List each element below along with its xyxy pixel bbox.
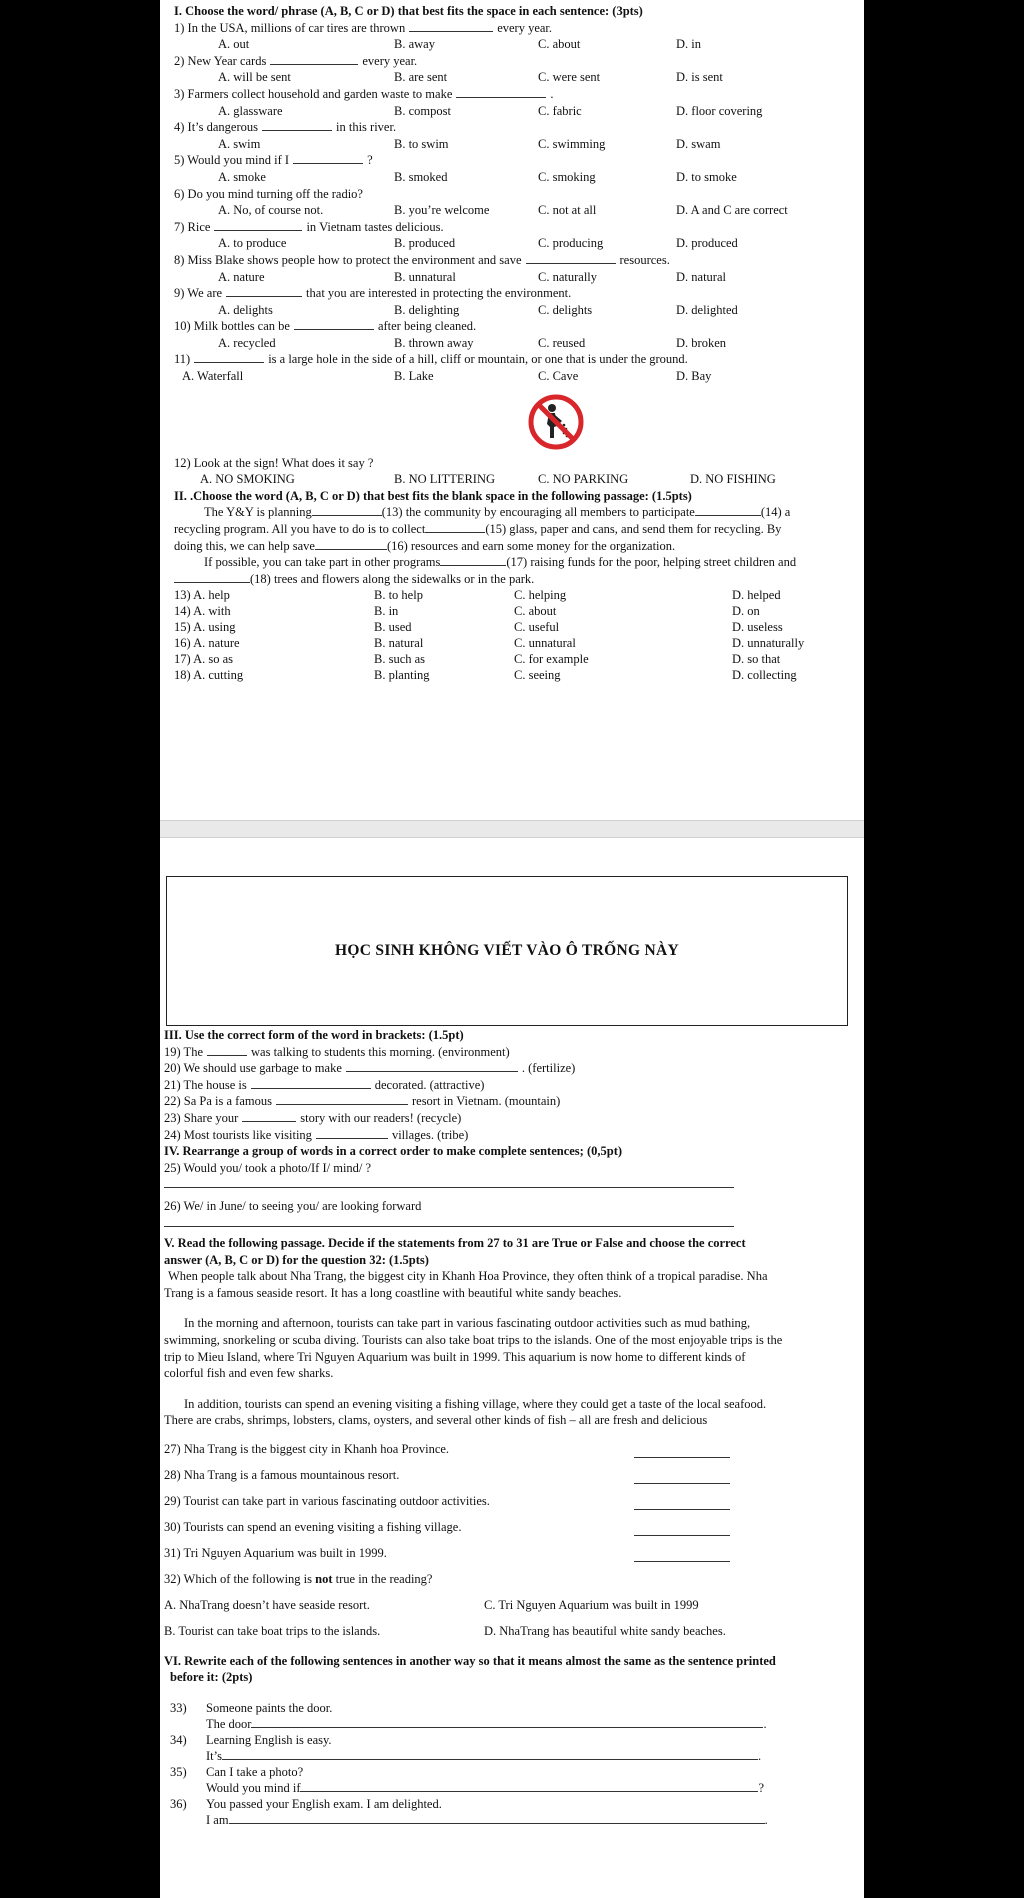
answer-blank[interactable]	[242, 1112, 296, 1122]
statement-31: 31) Tri Nguyen Aquarium was built in 1999.	[164, 1546, 854, 1572]
question-6: 6) Do you mind turning off the radio?	[174, 186, 363, 201]
no-writing-box	[166, 876, 848, 1026]
question-3-options	[174, 104, 858, 121]
option-a: A. smoke	[218, 169, 266, 184]
option-d: D. delighted	[676, 302, 738, 317]
section6-heading-1: VI. Rewrite each of the following sentences in another way so that it means almost the same as the sentence printed	[164, 1653, 776, 1668]
passage-option-row	[174, 620, 858, 636]
option-d: D. broken	[676, 335, 726, 350]
option-c: C. for example	[514, 652, 589, 667]
option-a: A. delights	[218, 302, 273, 317]
option-d: D. floor covering	[676, 103, 763, 118]
answer-blank[interactable]	[214, 221, 302, 231]
rewrite-items	[164, 1701, 854, 1829]
question-12-options: A. NO SMOKING B. NO LITTERING C. NO PARKING D. NO FISHING	[200, 472, 776, 487]
option-d: D. is sent	[676, 70, 723, 85]
option-b: B. delighting	[394, 302, 460, 317]
option-b: B. natural	[374, 636, 424, 651]
option-d: D. useless	[732, 620, 783, 635]
passage-para2-line1: In the morning and afternoon, tourists can take part in various fascinating outdoor activities such as mud bathing,	[184, 1316, 751, 1331]
passage-para2-line3: trip to Mieu Island, where Tri Nguyen Aquarium was built in 1999. This aquarium is now home to different kinds of	[164, 1349, 746, 1364]
option-c: C. about	[514, 604, 557, 619]
question-4: 4) It’s dangerous in this river.	[174, 120, 397, 135]
answer-blank[interactable]	[294, 320, 374, 330]
section1-questions	[174, 21, 858, 386]
question-2-options	[174, 70, 858, 87]
option-a: A. out	[218, 37, 250, 52]
question-32-options-ab: A. NhaTrang doesn’t have seaside resort. C. Tri Nguyen Aquarium was built in 1999	[164, 1597, 699, 1612]
answer-blank[interactable]	[270, 55, 358, 65]
option-a: A. to produce	[218, 236, 287, 251]
section3-items	[164, 1045, 854, 1145]
option-b: B. unnatural	[394, 269, 456, 284]
section3-heading: III. Use the correct form of the word in brackets: (1.5pt)	[164, 1028, 464, 1042]
rewrite-answer-line: I am .	[206, 1813, 768, 1828]
word-form-item: 21) The house is decorated. (attractive)	[164, 1077, 485, 1092]
option-b: B. used	[374, 620, 412, 635]
option-c: C. useful	[514, 620, 560, 635]
passage-option-row	[174, 588, 858, 604]
option-b: B. to help	[374, 588, 423, 603]
passage-option-row	[174, 652, 858, 668]
rewrite-answer-line: The door .	[206, 1717, 767, 1732]
exam-sheet-bottom	[164, 1028, 854, 1829]
question-11: 11) is a large hole in the side of a hill, cliff or mountain, or one that is under the ground.	[174, 352, 688, 367]
section2-passage: The Y&Y is planning (13) the community by encouraging all members to participate (14) a recycling program. All you have to do is to collect (15) glass, paper and cans, and send them for recycling. By doing this, we can help save (16) resources and earn some money for the organization. If possible, you can take part in other programs (17) raising funds for the poor, helping street children and (18) trees and flowers along the sidewalks or in the park.	[174, 505, 797, 586]
option-b: B. thrown away	[394, 335, 474, 350]
rewrite-answer-line: Would you mind if ?	[206, 1781, 765, 1796]
option-a: A. Waterfall	[182, 369, 244, 384]
option-d: D. A and C are correct	[676, 203, 788, 218]
answer-blank[interactable]	[456, 88, 546, 98]
answer-blank[interactable]	[276, 1095, 408, 1105]
question-1-options	[174, 37, 858, 54]
option-c: C. about	[538, 37, 581, 52]
option-d: D. to smoke	[676, 169, 737, 184]
option-a: A. will be sent	[218, 70, 291, 85]
question-1: 1) In the USA, millions of car tires are thrown every year.	[174, 20, 553, 35]
question-9: 9) We are that you are interested in protecting the environment.	[174, 286, 572, 301]
true-false-answer-line[interactable]	[634, 1448, 730, 1458]
option-c: C. fabric	[538, 103, 582, 118]
true-false-answer-line[interactable]	[634, 1474, 730, 1484]
question-3: 3) Farmers collect household and garden waste to make .	[174, 86, 554, 101]
option-d: D. so that	[732, 652, 781, 667]
word-form-item: 24) Most tourists like visiting villages. (tribe)	[164, 1127, 469, 1142]
answer-blank[interactable]	[346, 1062, 518, 1072]
rewrite-sentence-35: 35) Can I take a photo?	[170, 1765, 304, 1780]
option-b: B. you’re welcome	[394, 203, 490, 218]
option-b: B. smoked	[394, 169, 448, 184]
question-7: 7) Rice in Vietnam tastes delicious.	[174, 219, 444, 234]
section1-heading: I. Choose the word/ phrase (A, B, C or D) that best fits the space in each sentence: (3pts)	[174, 4, 643, 18]
option-b: B. to swim	[394, 136, 449, 151]
option-d: D. natural	[676, 269, 726, 284]
no-writing-notice: HỌC SINH KHÔNG VIẾT VÀO Ô TRỐNG NÀY	[335, 941, 679, 959]
option-d: D. produced	[676, 236, 738, 251]
question-7-options	[174, 236, 858, 253]
passage-para3-line2: There are crabs, shrimps, lobsters, clams, oysters, and several other kinds of fish – all are fresh and delicious	[164, 1413, 708, 1428]
option-c: C. producing	[538, 236, 604, 251]
option-a: 15) A. using	[174, 620, 236, 635]
question-5-options	[174, 170, 858, 187]
option-d: D. unnaturally	[732, 636, 805, 651]
option-d: D. Bay	[676, 369, 712, 384]
question-25: 25) Would you/ took a photo/If I/ mind/ ?	[164, 1160, 372, 1175]
option-a: A. swim	[218, 136, 261, 151]
option-d: D. helped	[732, 588, 781, 603]
question-26: 26) We/ in June/ to seeing you/ are looking forward	[164, 1199, 422, 1214]
option-c: C. Cave	[538, 369, 579, 384]
question-32: 32) Which of the following is not true in the reading?	[164, 1571, 433, 1586]
option-b: B. planting	[374, 668, 430, 683]
question-10-options	[174, 336, 858, 353]
section2-heading: II. .Choose the word (A, B, C or D) that best fits the blank space in the following passage: (1.5pts)	[174, 488, 692, 503]
word-form-item: 23) Share your story with our readers! (recycle)	[164, 1110, 462, 1125]
option-d: D. swam	[676, 136, 721, 151]
true-false-answer-line[interactable]	[634, 1552, 730, 1562]
option-a: A. glassware	[218, 103, 283, 118]
page-separator	[160, 820, 864, 838]
option-a: A. No, of course not.	[218, 203, 324, 218]
question-11-options	[174, 369, 858, 386]
word-form-item: 19) The was talking to students this morning. (environment)	[164, 1044, 510, 1059]
option-c: C. unnatural	[514, 636, 576, 651]
statement-27: 27) Nha Trang is the biggest city in Khanh hoa Province.	[164, 1442, 854, 1468]
passage-para1-line1: When people talk about Nha Trang, the biggest city in Khanh Hoa Province, they often think of a tropical paradise. Nha	[168, 1269, 768, 1284]
answer-blank[interactable]	[293, 154, 363, 164]
exam-page	[160, 0, 864, 1898]
question-4-options	[174, 137, 858, 154]
true-false-answer-line[interactable]	[634, 1500, 730, 1510]
option-c: C. swimming	[538, 136, 606, 151]
answer-blank[interactable]	[194, 353, 264, 363]
option-b: B. are sent	[394, 70, 448, 85]
rewrite-sentence-36: 36) You passed your English exam. I am delighted.	[170, 1797, 442, 1812]
rewrite-answer-line: It’s .	[206, 1749, 762, 1764]
answer-line[interactable]	[251, 1717, 763, 1728]
section5-heading-2: answer (A, B, C or D) for the question 32: (1.5pts)	[164, 1252, 429, 1267]
passage-option-row	[174, 604, 858, 620]
option-a: A. nature	[218, 269, 265, 284]
answer-blank[interactable]	[316, 1129, 388, 1139]
answer-blank[interactable]	[226, 287, 302, 297]
answer-blank[interactable]	[409, 22, 493, 32]
section6-heading-2: before it: (2pts)	[170, 1670, 253, 1685]
option-c: C. naturally	[538, 269, 598, 284]
option-c: C. delights	[538, 302, 593, 317]
statement-29: 29) Tourist can take part in various fascinating outdoor activities.	[164, 1494, 854, 1520]
option-d: D. on	[732, 604, 760, 619]
question-9-options	[174, 303, 858, 320]
option-c: C. were sent	[538, 70, 601, 85]
no-littering-icon	[528, 394, 584, 450]
option-d: D. collecting	[732, 668, 797, 683]
answer-blank[interactable]	[251, 1079, 371, 1089]
passage-para1-line2: Trang is a famous seaside resort. It has a long coastline with beautiful white sandy beaches.	[164, 1285, 622, 1300]
answer-blank[interactable]	[526, 254, 616, 264]
option-b: B. such as	[374, 652, 426, 667]
true-false-answer-line[interactable]	[634, 1526, 730, 1536]
option-b: B. away	[394, 37, 435, 52]
question-10: 10) Milk bottles can be after being cleaned.	[174, 319, 477, 334]
answer-line-26	[164, 1216, 854, 1236]
option-c: C. seeing	[514, 668, 561, 683]
option-b: B. in	[374, 604, 399, 619]
option-c: C. not at all	[538, 203, 597, 218]
question-6-options	[174, 203, 858, 220]
option-a: 16) A. nature	[174, 636, 240, 651]
option-a: 14) A. with	[174, 604, 231, 619]
section4-heading: IV. Rearrange a group of words in a correct order to make complete sentences; (0,5pt)	[164, 1144, 623, 1159]
option-b: B. compost	[394, 103, 451, 118]
rewrite-sentence-33: 33) Someone paints the door.	[170, 1701, 333, 1716]
answer-line[interactable]	[222, 1749, 758, 1760]
statement-30: 30) Tourists can spend an evening visiting a fishing village.	[164, 1520, 854, 1546]
question-8-options	[174, 270, 858, 287]
option-a: 13) A. help	[174, 588, 230, 603]
option-a: 18) A. cutting	[174, 668, 244, 683]
option-c: C. helping	[514, 588, 567, 603]
answer-line[interactable]	[300, 1781, 758, 1792]
answer-blank[interactable]	[207, 1046, 247, 1056]
question-12: 12) Look at the sign! What does it say ?	[174, 455, 374, 470]
section2-options	[174, 588, 858, 684]
option-d: D. in	[676, 37, 701, 52]
passage-para2-line4: colorful fish and even few sharks.	[164, 1366, 334, 1381]
word-form-item: 22) Sa Pa is a famous resort in Vietnam. (mountain)	[164, 1094, 561, 1109]
question-32-options-cd: B. Tourist can take boat trips to the islands. D. NhaTrang has beautiful white sandy beaches.	[164, 1623, 726, 1638]
option-c: C. reused	[538, 335, 586, 350]
option-c: C. smoking	[538, 169, 596, 184]
question-5: 5) Would you mind if I ?	[174, 153, 373, 168]
answer-blank[interactable]	[262, 121, 332, 131]
word-form-item: 20) We should use garbage to make . (fertilize)	[164, 1061, 576, 1076]
option-a: A. recycled	[218, 335, 276, 350]
option-a: 17) A. so as	[174, 652, 234, 667]
passage-para3-line1: In addition, tourists can spend an evening visiting a fishing village, where they could get a taste of the local seafood.	[184, 1396, 767, 1411]
option-b: B. Lake	[394, 369, 434, 384]
rewrite-sentence-34: 34) Learning English is easy.	[170, 1733, 332, 1748]
true-false-statements	[164, 1442, 854, 1572]
passage-option-row	[174, 636, 858, 652]
question-2: 2) New Year cards every year.	[174, 53, 418, 68]
option-b: B. produced	[394, 236, 456, 251]
statement-28: 28) Nha Trang is a famous mountainous resort.	[164, 1468, 854, 1494]
no-littering-sign	[174, 394, 858, 450]
passage-para2-line2: swimming, snorkeling or scuba diving. Tourists can also take boat trips to the islands. One of the most enjoyable trips is the	[164, 1332, 783, 1347]
exam-sheet-top	[174, 4, 858, 684]
answer-line-25	[164, 1177, 854, 1199]
section5-heading-1: V. Read the following passage. Decide if the statements from 27 to 31 are True or False and choose the correct	[164, 1235, 746, 1250]
question-8: 8) Miss Blake shows people how to protect the environment and save resources.	[174, 252, 670, 267]
passage-option-row	[174, 668, 858, 684]
answer-line[interactable]	[229, 1813, 765, 1824]
